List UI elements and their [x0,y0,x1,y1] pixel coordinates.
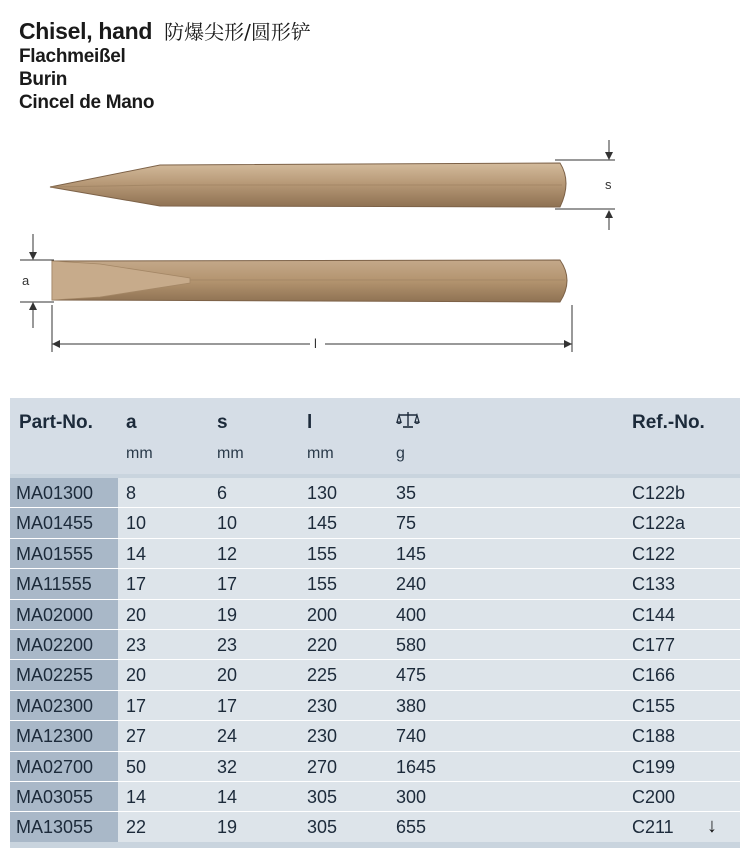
part-no-text: MA11555 [16,574,92,595]
cell-l: 200 [307,604,338,625]
header-a: a [126,412,137,433]
cell-part-no [10,812,118,841]
part-no-text: MA02200 [16,634,94,655]
cell-weight: 380 [396,695,427,716]
cell-l: 225 [307,665,338,686]
cell-weight: 75 [396,513,417,534]
table-row [10,629,740,659]
table-row [10,781,740,811]
cell-l: 305 [307,786,338,807]
cell-ref-no: C199 [632,756,676,777]
part-no-text: MA01300 [16,483,94,503]
cell-weight: 145 [396,543,427,564]
header-l: l [307,412,313,433]
cell-ref-no: C144 [632,604,676,625]
cell-ref-no: C155 [632,695,676,716]
spec-table [10,398,740,848]
cell-a: 23 [126,634,147,655]
part-no-text: MA01455 [16,513,94,534]
cell-s: 19 [217,817,238,838]
part-no-text: MA01555 [16,543,94,564]
cell-part-no [10,569,118,598]
cell-weight: 475 [396,665,427,686]
cell-a: 10 [126,513,147,534]
title-german: Flachmeißel [19,46,126,67]
cell-weight: 35 [396,483,417,503]
cell-part-no [10,660,118,689]
header-ref-no: Ref.-No. [632,412,705,433]
cell-l: 155 [307,543,338,564]
cell-part-no [10,691,118,720]
part-no-text: MA02000 [16,604,94,625]
dimension-l [52,305,572,352]
cell-a: 8 [126,483,137,503]
cell-part-no [10,752,118,781]
cell-s: 6 [217,483,228,503]
cell-part-no [10,478,118,507]
table-header [10,398,740,474]
unit-a: mm [126,445,153,462]
header-part-no: Part-No. [19,412,93,433]
cell-a: 22 [126,817,147,838]
cell-ref-no: C122b [632,483,686,503]
cell-s: 10 [217,513,238,534]
cell-ref-no: C211 [632,817,674,838]
pointed-chisel [50,163,566,207]
cell-l: 145 [307,513,338,534]
cell-a: 14 [126,543,147,564]
cell-part-no [10,600,118,629]
part-no-text: MA03055 [16,786,94,807]
cell-weight: 300 [396,786,427,807]
title-english: Chisel, hand [19,18,153,44]
cell-l: 220 [307,634,338,655]
table-body [10,478,740,842]
cell-l: 130 [307,483,338,503]
cell-l: 155 [307,574,338,595]
unit-weight: g [396,445,405,462]
cell-s: 20 [217,665,238,686]
scale-icon [396,410,420,436]
cell-a: 27 [126,726,147,747]
cell-a: 50 [126,756,147,777]
table-row [10,478,740,507]
chisel-drawing [0,130,750,360]
cell-ref-no: C200 [632,786,676,807]
title-french: Burin [19,69,68,90]
cell-a: 14 [126,786,147,807]
cell-a: 20 [126,665,147,686]
cell-ref-no: C122a [632,513,686,534]
table-row [10,568,740,598]
table-row [10,599,740,629]
cell-l: 230 [307,695,338,716]
title-spanish: Cincel de Mano [19,92,155,113]
cell-ref-no: C188 [632,726,676,747]
cell-part-no [10,721,118,750]
cell-l: 305 [307,817,338,838]
cell-ref-no: C177 [632,634,676,655]
table-row [10,720,740,750]
cell-a: 20 [126,604,147,625]
title-chinese: 防爆尖形/圆形铲 [164,20,311,44]
cell-s: 24 [217,726,238,747]
dimension-a-label: a [22,273,30,288]
cell-l: 230 [307,726,338,747]
flat-chisel [52,260,567,302]
part-no-text: MA02300 [16,695,94,716]
table-row [10,507,740,537]
table-row [10,690,740,720]
cell-weight: 240 [396,574,427,595]
cell-part-no [10,539,118,568]
table-row [10,538,740,568]
part-no-text: MA12300 [16,726,94,747]
cell-s: 14 [217,786,238,807]
part-no-text: MA13055 [16,817,94,838]
header-s: s [217,412,228,433]
cell-weight: 1645 [396,756,437,777]
title-block [19,16,311,114]
table-row [10,659,740,689]
cell-part-no [10,508,118,537]
part-no-text: MA02255 [16,665,94,686]
cell-a: 17 [126,695,147,716]
cell-ref-no: C122 [632,543,676,564]
cell-weight: 400 [396,604,427,625]
arrow-down-icon[interactable]: ↓ [707,815,717,838]
cell-s: 17 [217,574,238,595]
cell-a: 17 [126,574,147,595]
cell-weight: 740 [396,726,427,747]
cell-s: 23 [217,634,238,655]
cell-ref-no: C133 [632,574,676,595]
cell-l: 270 [307,756,338,777]
cell-s: 17 [217,695,238,716]
cell-ref-no: C166 [632,665,676,686]
cell-s: 19 [217,604,238,625]
cell-weight: 655 [396,817,427,838]
cell-part-no [10,630,118,659]
cell-weight: 580 [396,634,427,655]
table-row [10,811,740,841]
unit-l: mm [307,445,334,462]
cell-s: 12 [217,543,238,564]
dimension-l-label: l [314,336,317,351]
unit-s: mm [217,445,244,462]
part-no-text: MA02700 [16,756,94,777]
cell-s: 32 [217,756,238,777]
dimension-s-label: s [605,177,612,192]
cell-part-no [10,782,118,811]
table-row [10,751,740,781]
